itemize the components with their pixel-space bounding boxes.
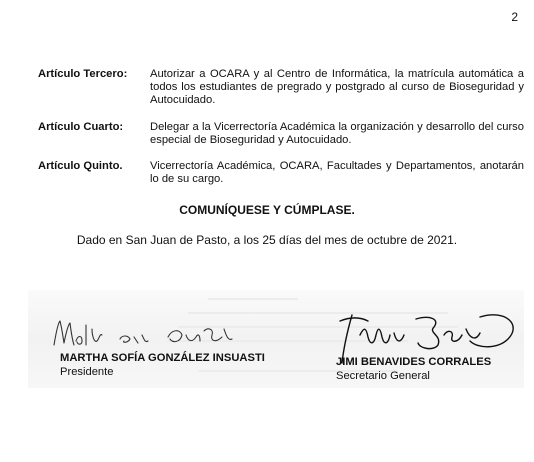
article-label: Artículo Quinto. [38,160,123,172]
article-label: Artículo Cuarto: [38,121,124,133]
signer-name-secretario: JIMI BENAVIDES CORRALES [336,356,492,368]
signature-martha [50,315,240,355]
page-number: 2 [511,10,518,24]
bleed-through-line [208,298,298,300]
article-cuarto [38,121,524,147]
article-tercero [38,68,524,107]
article-text: Delegar a la Vicerrectoría Académica la organización y desarrollo del curso especial de Bioseguridad y Autocuidado. [150,121,524,146]
article-quinto [38,160,524,186]
article-text: Autorizar a OCARA y al Centro de Informática, la matrícula automática a todos los estudiantes de pregrado y postgrado al curso de Bioseguridad y Autocuidado. [150,68,524,106]
signer-role-presidente: Presidente [60,366,114,378]
closing-statement: COMUNÍQUESE Y CÚMPLASE. [179,203,355,217]
signer-name-presidente: MARTHA SOFÍA GONZÁLEZ INSUASTI [60,352,265,364]
signer-role-secretario: Secretario General [336,370,430,382]
article-text: Vicerrectoría Académica, OCARA, Facultades y Departamentos, anotarán lo de su cargo. [150,160,524,185]
dateline: Dado en San Juan de Pasto, a los 25 días del mes de octubre de 2021. [76,233,458,247]
article-label: Artículo Tercero: [38,68,128,80]
